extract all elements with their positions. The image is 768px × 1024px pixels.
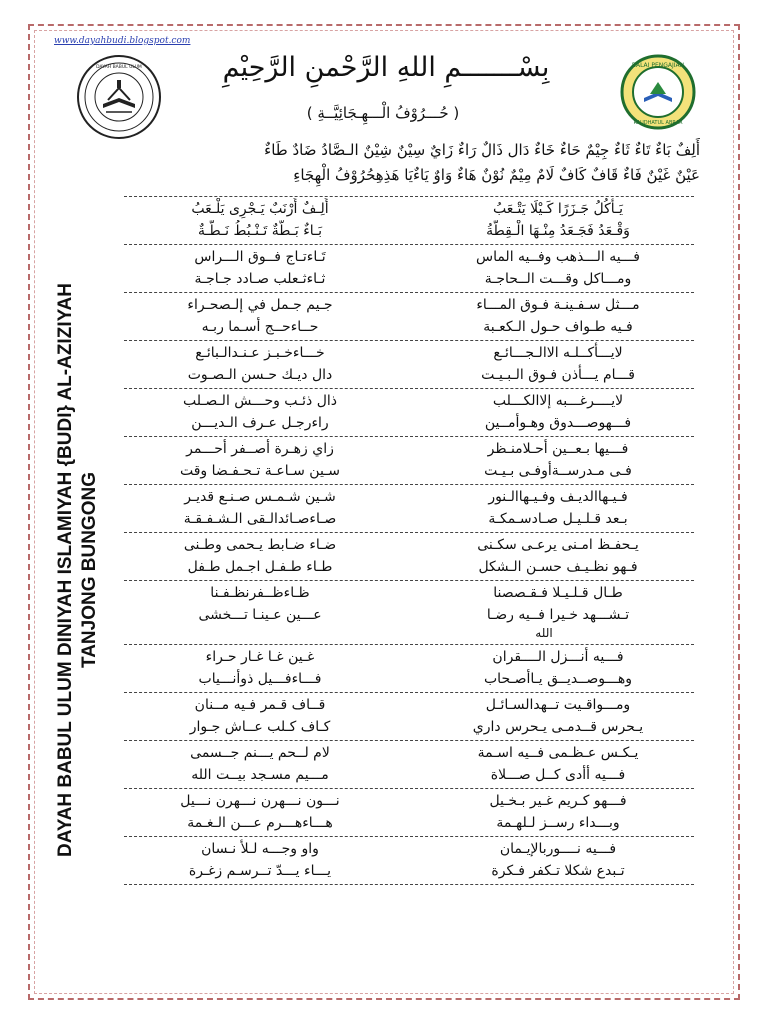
verse-right: صـاءصـائدالـقى الـشـفـقـة: [183, 511, 337, 527]
balai-pengajian-logo: [620, 54, 696, 130]
verse-right: عـــين عـينـا تـــخشى: [198, 607, 322, 623]
poem-row: [124, 790, 694, 812]
verse-left: فـيـهاالديـف وفـيـهاالـنور: [488, 489, 628, 505]
poem-stanza: [124, 340, 694, 388]
verse-right: دال ديـك حـسن الـصـوت: [187, 367, 333, 383]
verse-left: فـــهوصـــدوق وهـوأمــين: [484, 415, 632, 431]
verse-left: فـــيها بـعــين أحـلامنـظر: [487, 441, 629, 457]
verse-right: زاي زهـرة أصــفر أحـــمر: [186, 441, 334, 457]
verse-left: مـــثل سـفـينـة فـوق المـــاء: [476, 297, 640, 313]
svg-text:RAUDHATUL ABRAR: RAUDHATUL ABRAR: [633, 120, 683, 126]
verse-left: فـى مـدرســةأوفـى بـيـت: [484, 463, 632, 479]
svg-text:BALAI PENGAJIAN: BALAI PENGAJIAN: [631, 62, 685, 69]
poem-row: [124, 742, 694, 764]
poem-row: [124, 198, 694, 220]
poem-row: [124, 412, 694, 434]
poem-row: [124, 860, 694, 882]
verse-right: لام لــحم يـــنم جــسمى: [190, 745, 330, 761]
verse-left: ومـــاكل وقـــت الــحاجـة: [484, 271, 632, 287]
verse-left: وهـــوصــديــق يـاأصـحاب: [484, 671, 632, 687]
verse-right: راءرجـل عـرف الـديـــن: [191, 415, 329, 431]
verse-right: هـــاءهـــرم عـــن الـغـمة: [187, 815, 333, 831]
verse-left: لايــــرغـــبه إلاالكـــلب: [492, 393, 624, 409]
verse-right: يـــاء يـــدّ تــرسـم زغـرة: [188, 863, 332, 879]
verse-left: يَـأْكُلُ جَـزَرًا كَـيْلَا يَتْـعَبُ: [492, 201, 624, 217]
verse-right: واو وجـــه لـلأ نـسان: [201, 841, 319, 857]
dayah-seal-logo: [76, 54, 162, 140]
verse-right: حــاءحــج أسـما ربـه: [201, 319, 319, 335]
verse-left: فـــيه أنـــزل الــــقران: [492, 649, 624, 665]
poem-stanza: [124, 388, 694, 436]
poem-row: [124, 316, 694, 338]
svg-text:DAYAH BABUL ULUM: DAYAH BABUL ULUM: [96, 65, 142, 70]
verse-left: فـــيه الـــذهب وفــيه الماس: [475, 249, 640, 265]
verse-left: فـــهو كـريم غـير بـخـيل: [489, 793, 627, 809]
verse-left: ومـــواقـيت تــهدالسـائـل: [485, 697, 631, 713]
verse-right: سـين سـاعـة تـحـفـضا وقت: [179, 463, 341, 479]
verse-right: قــاف قـمر فـيه مــنان: [194, 697, 326, 713]
verse-left: فـــيه نــــوربالإيـمان: [499, 841, 617, 857]
poem-stanza: [124, 484, 694, 532]
alphabet-list: [160, 138, 700, 188]
verse-left: قـــام يـــأذن فـوق الـبـيـت: [481, 367, 635, 383]
verse-right: فـــاءفـــيل ذوأنـــياب: [198, 671, 322, 687]
poem-row: [124, 668, 694, 690]
verse-left: وبـــداء رســز لـلهـمة: [496, 815, 620, 831]
verse-left: بـعد قـلـيـل صـادسـمكـة: [488, 511, 628, 527]
verse-left: يـكـس عـظـمى فــيه اسـمة: [477, 745, 639, 761]
poem-row: [124, 508, 694, 530]
verse-right: أَلِـفٌ أَرْنَبٌ يَـجْرِى يَلْـعَبُ: [191, 201, 329, 217]
verse-right: نـــون نـــهرن نـــهرن نـــيل: [180, 793, 340, 809]
verse-right: ثـاءثـعلب صـادد جـاجـة: [194, 271, 326, 287]
poem-row: [124, 364, 694, 386]
verse-left: فـــيه أأدى كــل صـــلاة: [490, 767, 626, 783]
poem-row: [124, 438, 694, 460]
poem-row: [124, 220, 694, 242]
verse-right: مـــيم مسـجد بيــت الله: [191, 767, 329, 783]
poem-stanza: [124, 436, 694, 484]
poem-row: [124, 646, 694, 668]
vertical-title-line-1: DAYAH BABUL ULUM DINIYAH ISLAMIYAH {BUDI} AL-AZIZIYAH: [55, 283, 76, 857]
page-subtitle: ( حُـــرُوْفُ الْـــهِـجَائِيَّــةِ ): [306, 104, 460, 122]
verse-right: جـيم جـمل في إلـصحـراء: [187, 297, 333, 313]
poem-row: [124, 838, 694, 860]
poem-row: [124, 534, 694, 556]
verse-left: وَقْـعَدُ فَجَـعَدُ مِنْـهَا الْـقِطَّةُ: [486, 223, 630, 239]
poem-row: [124, 716, 694, 738]
poem-row: [124, 764, 694, 786]
poem-row: [124, 460, 694, 482]
basmala-heading: بِسْـــــــمِ اللهِ الرَّحْمنِ الرَّحِيْمِ: [222, 52, 550, 83]
poem-stanza: [124, 532, 694, 580]
poem-row: [124, 246, 694, 268]
poem-stanza: [124, 196, 694, 244]
poem-row: [124, 268, 694, 290]
poem-stanza: [124, 292, 694, 340]
poem-stanza: [124, 580, 694, 644]
alphabet-line: أَلِفٌ بَاءٌ تَاءٌ ثَاءٌ جِيْمٌ حَاءٌ خَاءٌ دَال ذَالٌ رَاءٌ زَايٌ سِيْنٌ شِيْنٌ الـصَّادُ ضَادٌ طَاءٌ: [264, 141, 700, 159]
poem-row: [124, 294, 694, 316]
verse-note: الله: [535, 626, 553, 640]
verse-right: ضـاء ضـابط يـحمى وطـنى: [183, 537, 337, 553]
vertical-title-line-2: TANJONG BUNGONG: [79, 472, 100, 668]
verse-left: يـحرس قــدمـى يـحرس داري: [472, 719, 644, 735]
verse-right: طـاء طـفـل اجـمل طـفل: [187, 559, 333, 575]
verse-left: تـبدع شكلا تـكفر فـكرة: [491, 863, 625, 879]
verse-right: بَـاءٌ بَـطَّةٌ تَـنْـبُطُ نَـطَّـةٌ: [197, 223, 323, 239]
verse-left: فـيه طـواف حـول الـكعـبة: [483, 319, 633, 335]
verse-left: طـال قـلـيـلا فـقـصصنا: [493, 585, 623, 601]
verse-left: فـهو نظـيـف حسـن الـشكل: [478, 559, 638, 575]
website-link[interactable]: www.dayahbudi.blogspot.com: [54, 36, 191, 46]
poem-stanza: [124, 244, 694, 292]
poem-stanza: [124, 740, 694, 788]
poem-row: [124, 342, 694, 364]
verse-right: شـين شـمـس صـنـع قديـر: [184, 489, 336, 505]
verse-right: ذال ذئـب وحـــش الـصـلب: [182, 393, 338, 409]
poem-row: [124, 694, 694, 716]
alphabet-line: عَيْنٌ غَيْنٌ فَاءٌ قَافٌ كَافٌ لَامٌ مِيْمٌ نُوْنٌ هَاءٌ وَاوٌ يَاءٌيَا هَذِهِحُرُوْفُ الْهِجَاءِ: [293, 166, 700, 184]
poem-row: [124, 812, 694, 834]
verse-right: خـــاءخـبـز عـنـدالـبائـع: [195, 345, 325, 361]
poem-stanza: [124, 644, 694, 692]
vertical-institution-title: [54, 240, 114, 900]
poem-table: [124, 196, 694, 885]
verse-left: لايـــأكــلـه الاالـجـــائـع: [493, 345, 623, 361]
poem-stanza: [124, 836, 694, 885]
poem-row: [124, 604, 694, 626]
poem-stanza: [124, 788, 694, 836]
verse-left: يـحفـظ امـنى يرعـى سكـنى: [477, 537, 639, 553]
poem-row: [124, 390, 694, 412]
verse-right: تَـاءتـاج فــوق الـــراس: [194, 249, 326, 265]
poem-row: [124, 582, 694, 604]
verse-right: غـين غـا غـار حـراء: [205, 649, 315, 665]
verse-right: كـاف كـلب عــاش جـوار: [189, 719, 331, 735]
poem-stanza: [124, 692, 694, 740]
poem-row: [124, 486, 694, 508]
poem-row: [124, 556, 694, 578]
verse-left: تـشـــهد خـيرا فــيه رضـا: [486, 607, 630, 623]
verse-right: ظـاءظــفرنظـفـنا: [210, 585, 310, 601]
